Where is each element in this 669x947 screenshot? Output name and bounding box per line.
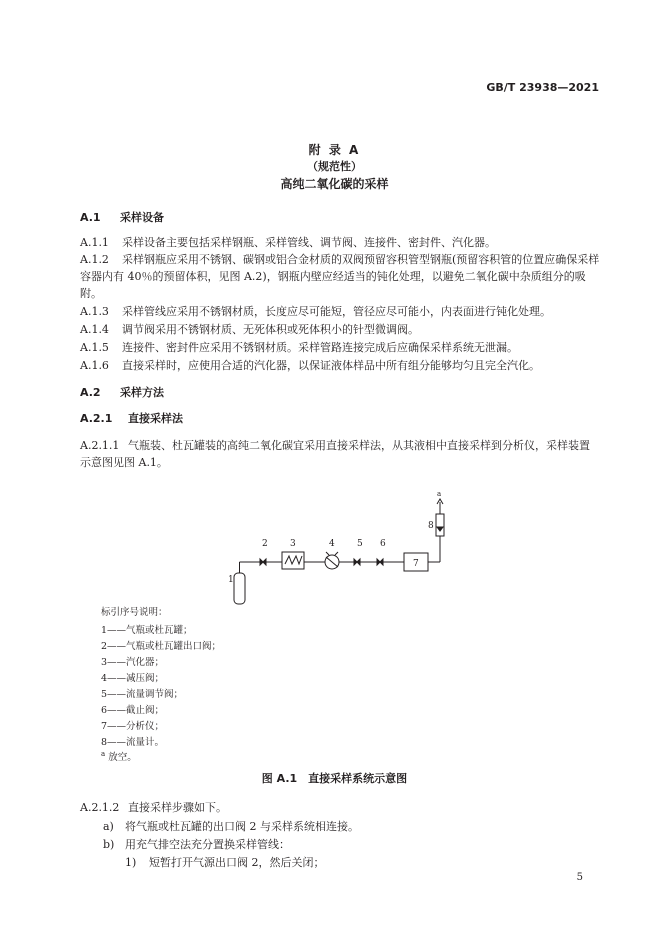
label-2: 2 <box>262 539 268 549</box>
section-title: 直接采样法 <box>128 412 183 425</box>
clause-number: A.1.5 <box>80 341 109 354</box>
appendix-normative: （规范性） <box>307 160 362 173</box>
section-number: A.2.1 <box>80 412 113 425</box>
figure-caption: 图 A.1 直接采样系统示意图 <box>261 772 408 785</box>
clause-number: A.1.4 <box>80 323 109 336</box>
clause-a212 <box>80 799 600 816</box>
legend-item: 6——截止阀； <box>101 705 165 716</box>
legend-item: 4——减压阀； <box>101 673 165 684</box>
section-number: A.1 <box>80 211 101 224</box>
label-1: 1 <box>228 575 234 585</box>
label-4: 4 <box>329 539 335 549</box>
step-mark: 1) <box>125 856 137 869</box>
label-8: 8 <box>428 521 434 531</box>
clause-number: A.2.1.2 <box>80 801 120 814</box>
flow-valve-shape <box>354 559 360 565</box>
flowmeter-shape <box>436 514 444 536</box>
clause-text: 连接件、密封件应采用不锈钢材质。采样管路连接完成后应确保采样系统无泄漏。 <box>122 341 518 354</box>
legend-item: 8——流量计。 <box>101 737 165 748</box>
clause-number: A.2.1.1 <box>80 439 120 452</box>
section-title: 采样方法 <box>120 386 164 399</box>
clause-text: 采样钢瓶应采用不锈钢、碳钢或铝合金材质的双阀预留容积管型钢瓶(预留容积管的位置应确保采样容器内有 40％的预留体积，见图 A.2)，钢瓶内壁应经适当的钝化处理，以避免二氧化碳中杂质组分的吸附。 <box>80 253 600 300</box>
footnote-text: 放空。 <box>108 752 137 763</box>
legend-item: 5——流量调节阀； <box>101 689 184 700</box>
footnote-mark: a <box>101 749 106 758</box>
section-number: A.2 <box>80 386 101 399</box>
legend-title: 标引序号说明： <box>101 607 168 618</box>
clause-text: 气瓶装、杜瓦罐装的高纯二氧化碳宜采用直接采样法，从其液相中直接采样到分析仪，采样装置示意图见图 A.1。 <box>80 439 590 469</box>
label-7: 7 <box>413 559 419 569</box>
step-a <box>103 818 359 834</box>
label-3: 3 <box>290 539 296 549</box>
clause-text: 直接采样时，应使用合适的汽化器，以保证液体样品中所有组分能够均匀且完全汽化。 <box>122 359 540 372</box>
step-b <box>103 836 290 852</box>
step-text: 将气瓶或杜瓦罐的出口阀 2 与采样系统相连接。 <box>125 820 359 833</box>
page-number: 5 <box>576 872 583 883</box>
standard-number: GB/T 23938—2021 <box>486 81 599 94</box>
clause-number: A.1.3 <box>80 305 109 318</box>
legend-item: 1——气瓶或杜瓦罐； <box>101 625 193 636</box>
clause-number: A.1.2 <box>80 253 109 266</box>
clause-text: 直接采样步骤如下。 <box>128 801 227 814</box>
label-5: 5 <box>357 539 363 549</box>
appendix-title: 附 录 A <box>308 143 361 157</box>
step-mark: a) <box>103 820 114 833</box>
clause-text: 调节阀采用不锈钢材质、无死体积或死体积小的针型微调阀。 <box>122 323 419 336</box>
step-text: 用充气排空法充分置换采样管线： <box>125 838 290 851</box>
section-title: 采样设备 <box>120 211 164 224</box>
step-mark: b) <box>103 838 115 851</box>
clause-number: A.1.1 <box>80 236 109 249</box>
cylinder-shape <box>234 573 245 604</box>
clause-number: A.1.6 <box>80 359 109 372</box>
step-text: 短暂打开气源出口阀 2，然后关闭； <box>149 856 325 869</box>
appendix-subject: 高纯二氧化碳的采样 <box>280 177 389 191</box>
substep-1 <box>125 854 325 870</box>
outlet-valve-shape <box>260 559 266 565</box>
legend-footnote <box>101 749 137 763</box>
legend-item: 3——汽化器； <box>101 657 165 668</box>
legend-item: 7——分析仪； <box>101 721 165 732</box>
stop-valve-shape <box>377 559 383 565</box>
label-a: a <box>437 490 442 498</box>
clause-text: 采样设备主要包括采样钢瓶、采样管线、调节阀、连接件、密封件、汽化器。 <box>122 236 496 249</box>
label-6: 6 <box>380 539 386 549</box>
legend-item: 2——气瓶或杜瓦罐出口阀； <box>101 641 222 652</box>
clause-text: 采样管线应采用不锈钢材质，长度应尽可能短，管径应尽可能小，内表面进行钝化处理。 <box>122 305 551 318</box>
